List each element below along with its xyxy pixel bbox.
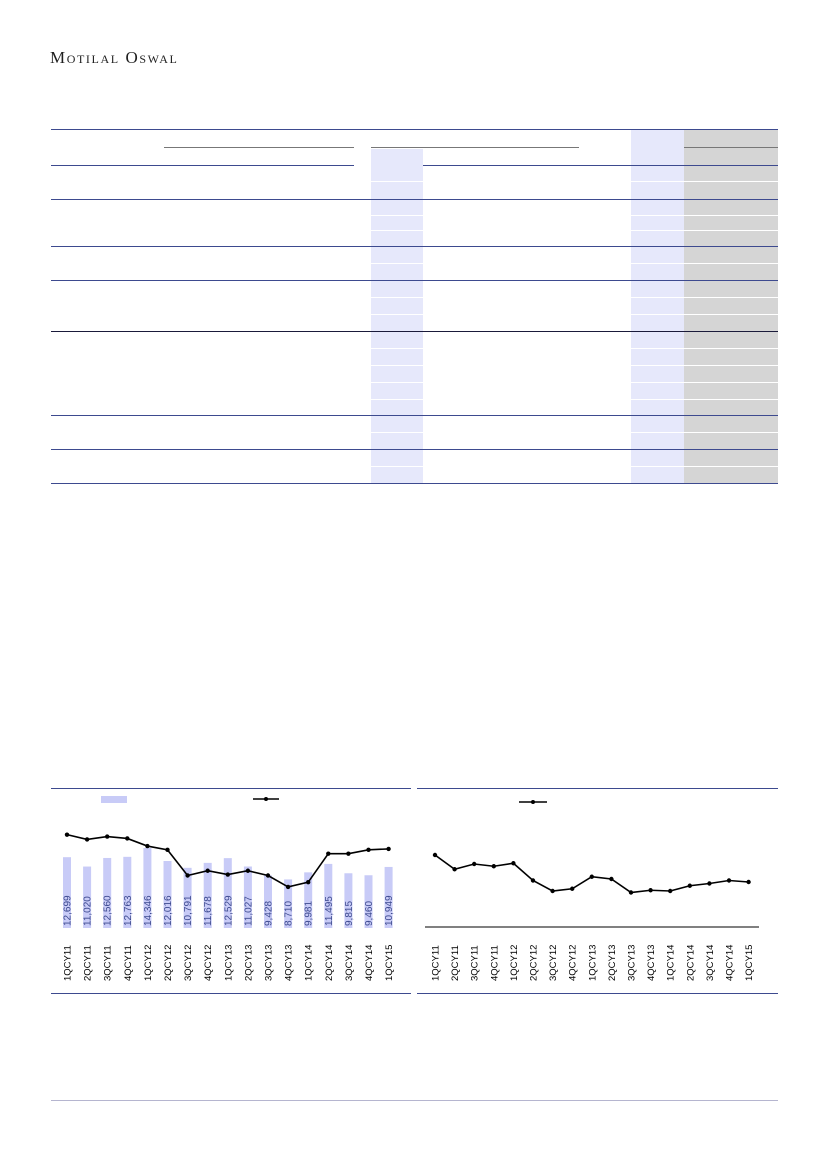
tick-label-2QCY12: 2QCY12 bbox=[528, 944, 540, 981]
line-point-2QCY14 bbox=[326, 851, 330, 855]
line-point-1QCY15 bbox=[386, 847, 390, 851]
data-table bbox=[51, 129, 778, 484]
line-point-4QCY12 bbox=[206, 869, 210, 873]
line-point-2QCY11 bbox=[85, 837, 89, 841]
data-label-1QCY11: 12,699 bbox=[62, 895, 74, 926]
line-series bbox=[435, 855, 749, 893]
tick-label-1QCY11: 1QCY11 bbox=[62, 945, 74, 981]
line-point-2QCY11 bbox=[452, 867, 456, 871]
line-point-3QCY11 bbox=[472, 862, 476, 866]
line-point-2QCY14 bbox=[688, 884, 692, 888]
data-label-1QCY13: 12,529 bbox=[223, 895, 235, 926]
line-point-1QCY14 bbox=[306, 880, 310, 884]
data-label-1QCY15: 10,949 bbox=[384, 895, 396, 926]
row-rule bbox=[371, 466, 423, 467]
data-label-3QCY11: 12,560 bbox=[102, 895, 114, 926]
data-label-3QCY13: 9,428 bbox=[263, 900, 275, 926]
tick-label-4QCY11: 4QCY11 bbox=[122, 945, 134, 981]
line-point-4QCY13 bbox=[648, 888, 652, 892]
row-rule bbox=[631, 432, 778, 433]
line-point-3QCY12 bbox=[185, 873, 189, 877]
data-label-2QCY13: 11,027 bbox=[243, 896, 255, 926]
tick-label-4QCY12: 4QCY12 bbox=[203, 944, 215, 981]
data-label-4QCY11: 12,763 bbox=[122, 895, 134, 926]
tick-label-4QCY13: 4QCY13 bbox=[283, 944, 295, 981]
chart-left-svg bbox=[51, 788, 411, 994]
data-label-1QCY14: 9,981 bbox=[303, 900, 315, 926]
tick-label-1QCY14: 1QCY14 bbox=[665, 944, 677, 981]
row-rule bbox=[631, 382, 778, 383]
line-point-4QCY11 bbox=[125, 836, 129, 840]
row-rule bbox=[371, 263, 423, 264]
tick-label-4QCY14: 4QCY14 bbox=[364, 944, 375, 981]
line-point-1QCY12 bbox=[145, 844, 149, 848]
highlight-column-band-right bbox=[631, 129, 684, 484]
line-point-1QCY13 bbox=[226, 872, 230, 876]
tick-label-2QCY14: 2QCY14 bbox=[323, 944, 335, 981]
row-rule bbox=[631, 297, 778, 298]
row-rule bbox=[371, 348, 423, 349]
group-header-rule-1 bbox=[164, 147, 354, 148]
data-label-3QCY14: 9,815 bbox=[343, 900, 355, 926]
line-point-4QCY11 bbox=[492, 864, 496, 868]
line-point-3QCY13 bbox=[629, 890, 633, 894]
footer-rule bbox=[51, 1100, 778, 1101]
row-rule bbox=[631, 466, 778, 467]
row-rule bbox=[631, 314, 778, 315]
tick-label-4QCY11: 4QCY11 bbox=[489, 945, 501, 981]
data-label-3QCY12: 10,791 bbox=[183, 895, 195, 926]
row-rule bbox=[371, 215, 423, 216]
tick-label-3QCY11: 3QCY11 bbox=[469, 945, 481, 981]
tick-label-2QCY13: 2QCY13 bbox=[606, 944, 618, 981]
chart-bottom-rule bbox=[417, 993, 778, 994]
tick-label-1QCY14: 1QCY14 bbox=[303, 944, 315, 981]
tick-label-3QCY13: 3QCY13 bbox=[626, 944, 638, 981]
row-rule bbox=[371, 230, 423, 231]
tick-label-1QCY13: 1QCY13 bbox=[587, 944, 599, 981]
tick-label-1QCY12: 1QCY12 bbox=[142, 944, 154, 981]
section-rule bbox=[51, 449, 778, 450]
line-point-2QCY13 bbox=[246, 869, 250, 873]
line-point-1QCY11 bbox=[433, 853, 437, 857]
data-label-4QCY12: 11,678 bbox=[203, 896, 215, 926]
table-top-rule bbox=[51, 129, 778, 130]
data-label-2QCY11: 11,020 bbox=[82, 896, 94, 926]
line-point-3QCY13 bbox=[266, 873, 270, 877]
line-point-3QCY11 bbox=[105, 834, 109, 838]
tick-label-1QCY11: 1QCY11 bbox=[430, 945, 442, 981]
line-point-1QCY11 bbox=[65, 832, 69, 836]
data-label-2QCY14: 11,495 bbox=[323, 896, 335, 926]
line-point-4QCY14 bbox=[727, 878, 731, 882]
row-rule bbox=[371, 314, 423, 315]
row-rule bbox=[631, 263, 778, 264]
table-header-rule bbox=[51, 165, 354, 166]
line-point-4QCY13 bbox=[286, 885, 290, 889]
line-point-2QCY12 bbox=[531, 878, 535, 882]
line-point-2QCY13 bbox=[609, 877, 613, 881]
grey-column-band bbox=[684, 129, 778, 484]
row-rule bbox=[371, 432, 423, 433]
tick-label-2QCY11: 2QCY11 bbox=[82, 945, 94, 981]
tick-label-4QCY13: 4QCY13 bbox=[646, 944, 658, 981]
tick-label-2QCY14: 2QCY14 bbox=[685, 944, 697, 981]
tick-label-2QCY13: 2QCY13 bbox=[243, 944, 255, 981]
section-rule bbox=[51, 246, 778, 247]
brand-logo: Motilal Oswal bbox=[50, 48, 179, 67]
data-label-4QCY14: 9,460 bbox=[364, 900, 375, 926]
data-label-2QCY12: 12,016 bbox=[163, 895, 174, 926]
tick-label-3QCY12: 3QCY12 bbox=[183, 944, 195, 981]
row-rule bbox=[371, 181, 423, 182]
line-point-1QCY13 bbox=[590, 875, 594, 879]
chart-right-svg bbox=[417, 788, 778, 994]
section-rule bbox=[51, 199, 778, 200]
group-header-rule-2 bbox=[371, 147, 579, 148]
tick-label-3QCY14: 3QCY14 bbox=[704, 944, 716, 981]
line-point-1QCY12 bbox=[511, 861, 515, 865]
tick-label-4QCY12: 4QCY12 bbox=[567, 944, 579, 981]
line-point-1QCY15 bbox=[746, 880, 750, 884]
line-point-4QCY12 bbox=[570, 887, 574, 891]
section-rule bbox=[51, 415, 778, 416]
tick-label-3QCY13: 3QCY13 bbox=[263, 944, 275, 981]
data-label-1QCY12: 14,346 bbox=[142, 895, 154, 926]
table-header-rule-b bbox=[423, 165, 778, 166]
row-rule bbox=[631, 365, 778, 366]
tick-label-2QCY12: 2QCY12 bbox=[163, 944, 174, 981]
row-rule bbox=[371, 382, 423, 383]
tick-label-3QCY12: 3QCY12 bbox=[548, 944, 560, 981]
row-rule bbox=[631, 348, 778, 349]
row-rule bbox=[631, 215, 778, 216]
tick-label-1QCY13: 1QCY13 bbox=[223, 944, 235, 981]
section-rule bbox=[51, 280, 778, 281]
group-header-rule-3 bbox=[684, 147, 778, 148]
tick-label-3QCY11: 3QCY11 bbox=[102, 945, 114, 981]
legend-line-marker bbox=[531, 800, 535, 804]
line-point-3QCY14 bbox=[707, 881, 711, 885]
legend-line-marker bbox=[264, 797, 268, 801]
row-rule bbox=[631, 399, 778, 400]
chart-right bbox=[417, 788, 778, 994]
row-rule bbox=[371, 365, 423, 366]
row-rule bbox=[371, 399, 423, 400]
row-rule bbox=[631, 230, 778, 231]
tick-label-3QCY14: 3QCY14 bbox=[343, 944, 355, 981]
tick-label-2QCY11: 2QCY11 bbox=[450, 945, 462, 981]
tick-label-1QCY15: 1QCY15 bbox=[384, 944, 396, 981]
data-label-4QCY13: 8,710 bbox=[283, 900, 295, 926]
line-point-3QCY14 bbox=[346, 851, 350, 855]
chart-bottom-rule bbox=[51, 993, 411, 994]
line-point-2QCY12 bbox=[165, 848, 169, 852]
line-point-3QCY12 bbox=[550, 889, 554, 893]
row-rule bbox=[371, 297, 423, 298]
section-rule-strong bbox=[51, 331, 778, 332]
table-bottom-rule bbox=[51, 483, 778, 484]
line-point-1QCY14 bbox=[668, 889, 672, 893]
line-point-4QCY14 bbox=[366, 848, 370, 852]
tick-label-1QCY15: 1QCY15 bbox=[744, 944, 756, 981]
tick-label-4QCY14: 4QCY14 bbox=[724, 944, 736, 981]
legend-bar-swatch bbox=[101, 796, 127, 803]
chart-left bbox=[51, 788, 411, 994]
tick-label-1QCY12: 1QCY12 bbox=[508, 944, 520, 981]
row-rule bbox=[631, 181, 778, 182]
